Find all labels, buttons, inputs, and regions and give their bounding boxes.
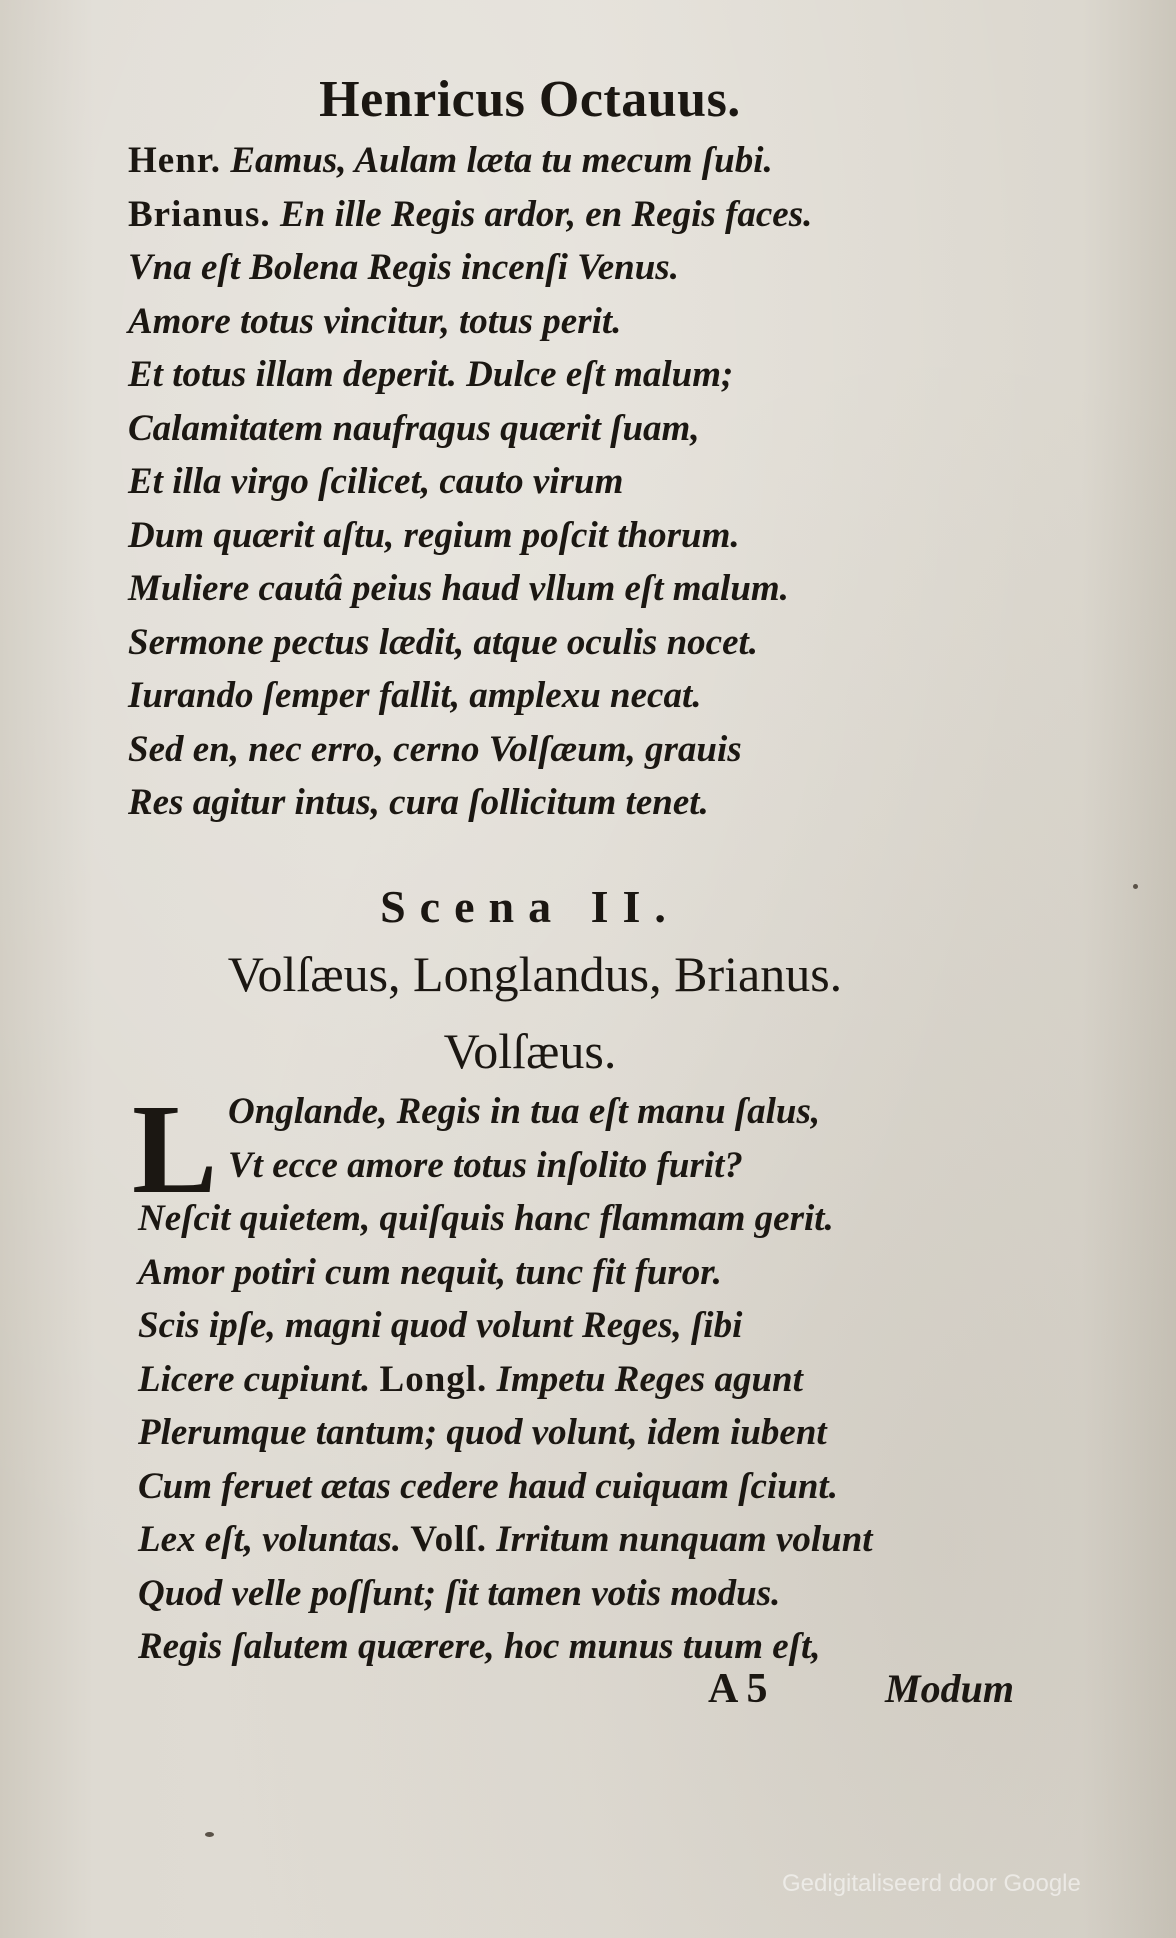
verse-text: Dum quærit aſtu, regium poſcit thorum. [128, 514, 740, 556]
verse-text: Et totus illam deperit. Dulce eſt malum; [128, 354, 734, 395]
verse-text: Amor potiri cum nequit, tunc fit furor. [138, 1251, 722, 1293]
verse-text: Plerumque tantum; quod volunt, idem iubent [138, 1412, 827, 1453]
verse-text: Iurando ſemper fallit, amplexu necat. [128, 675, 702, 716]
speaker-label: Longl. [379, 1358, 488, 1400]
scene2-line [138, 1192, 1058, 1246]
verse-text: Res agitur intus, cura ſollicitum tenet. [128, 782, 709, 823]
verse-text: Lex eſt, voluntas. [138, 1519, 402, 1560]
scene2-text-block [138, 1192, 1058, 1674]
scene1-line [128, 455, 1048, 509]
verse-text: Sermone pectus lædit, atque oculis nocet. [128, 621, 759, 663]
verse-text: Quod velle poſſunt; ſit tamen votis modus. [138, 1572, 781, 1614]
scene2-line [138, 1246, 1058, 1300]
scene1-line [128, 402, 1048, 456]
scene2-line [138, 1299, 1058, 1353]
scene1-line [128, 723, 1048, 777]
speaker-label: Brianus. [128, 193, 271, 235]
scene2-line [138, 1406, 1058, 1460]
scene2-first-line [228, 1085, 1048, 1139]
scene-characters: Volſæus, Longlandus, Brianus. [227, 946, 843, 1002]
running-head: Henricus Octauus. [319, 71, 741, 128]
ink-speck [205, 1832, 214, 1837]
verse-text: Vna eſt Bolena Regis incenſi Venus. [128, 247, 679, 288]
scene-speaker-heading: Volſæus. [443, 1023, 617, 1079]
verse-text: Neſcit quietem, quiſquis hanc flammam gerit. [138, 1198, 834, 1239]
verse-text: Irritum nunquam volunt [496, 1519, 873, 1560]
verse-text: Et illa virgo ſcilicet, cauto virum [128, 461, 624, 502]
verse-text: Regis ſalutem quærere, hoc munus tuum eſt, [138, 1626, 821, 1667]
scene1-line [128, 509, 1048, 563]
scene2-line [138, 1513, 1058, 1567]
scene2-line [138, 1567, 1058, 1621]
drop-capital: L [132, 1078, 218, 1220]
signature-mark: A 5 [708, 1666, 768, 1712]
ink-speck [1133, 884, 1138, 889]
verse-text: Cum feruet ætas cedere haud cuiquam ſciunt. [138, 1465, 838, 1507]
verse-text: Muliere cautâ peius haud vllum eſt malum. [128, 568, 789, 609]
scene1-line [128, 241, 1048, 295]
scene1-line [128, 669, 1048, 723]
verse-text: Impetu Reges agunt [496, 1358, 803, 1400]
scene1-line [128, 188, 1048, 242]
verse-text: Eamus, Aulam læta tu mecum ſubi. [230, 140, 773, 181]
scene1-line [128, 134, 1048, 188]
verse-text: Calamitatem naufragus quærit ſuam, [128, 407, 700, 449]
catchword: Modum [885, 1666, 1014, 1711]
speaker-label: Henr. [128, 140, 222, 181]
scene2-first-line [228, 1139, 1048, 1193]
scene2-line [138, 1353, 1058, 1407]
scene1-line [128, 562, 1048, 616]
verse-text: Vt ecce amore totus inſolito furit? [228, 1144, 743, 1186]
digitization-watermark: Gedigitaliseerd door Google [782, 1870, 1081, 1897]
scene-heading: Scena II. [380, 881, 680, 932]
scene1-text-block [128, 134, 1048, 830]
scene1-line [128, 348, 1048, 402]
scene1-line [128, 776, 1048, 830]
scene1-line [128, 616, 1048, 670]
verse-text: Scis ipſe, magni quod volunt Reges, ſibi [138, 1305, 743, 1346]
verse-text: Amore totus vincitur, totus perit. [128, 300, 622, 342]
verse-text: Onglande, Regis in tua eſt manu ſalus, [228, 1091, 821, 1132]
speaker-label: Volſ. [410, 1519, 487, 1560]
scene2-first-lines [228, 1085, 1048, 1192]
verse-text: En ille Regis ardor, en Regis faces. [279, 193, 813, 235]
verse-text: Sed en, nec erro, cerno Volſæum, grauis [128, 728, 742, 770]
scene2-line [138, 1460, 1058, 1514]
verse-text: Licere cupiunt. [138, 1358, 371, 1400]
scene1-line [128, 295, 1048, 349]
